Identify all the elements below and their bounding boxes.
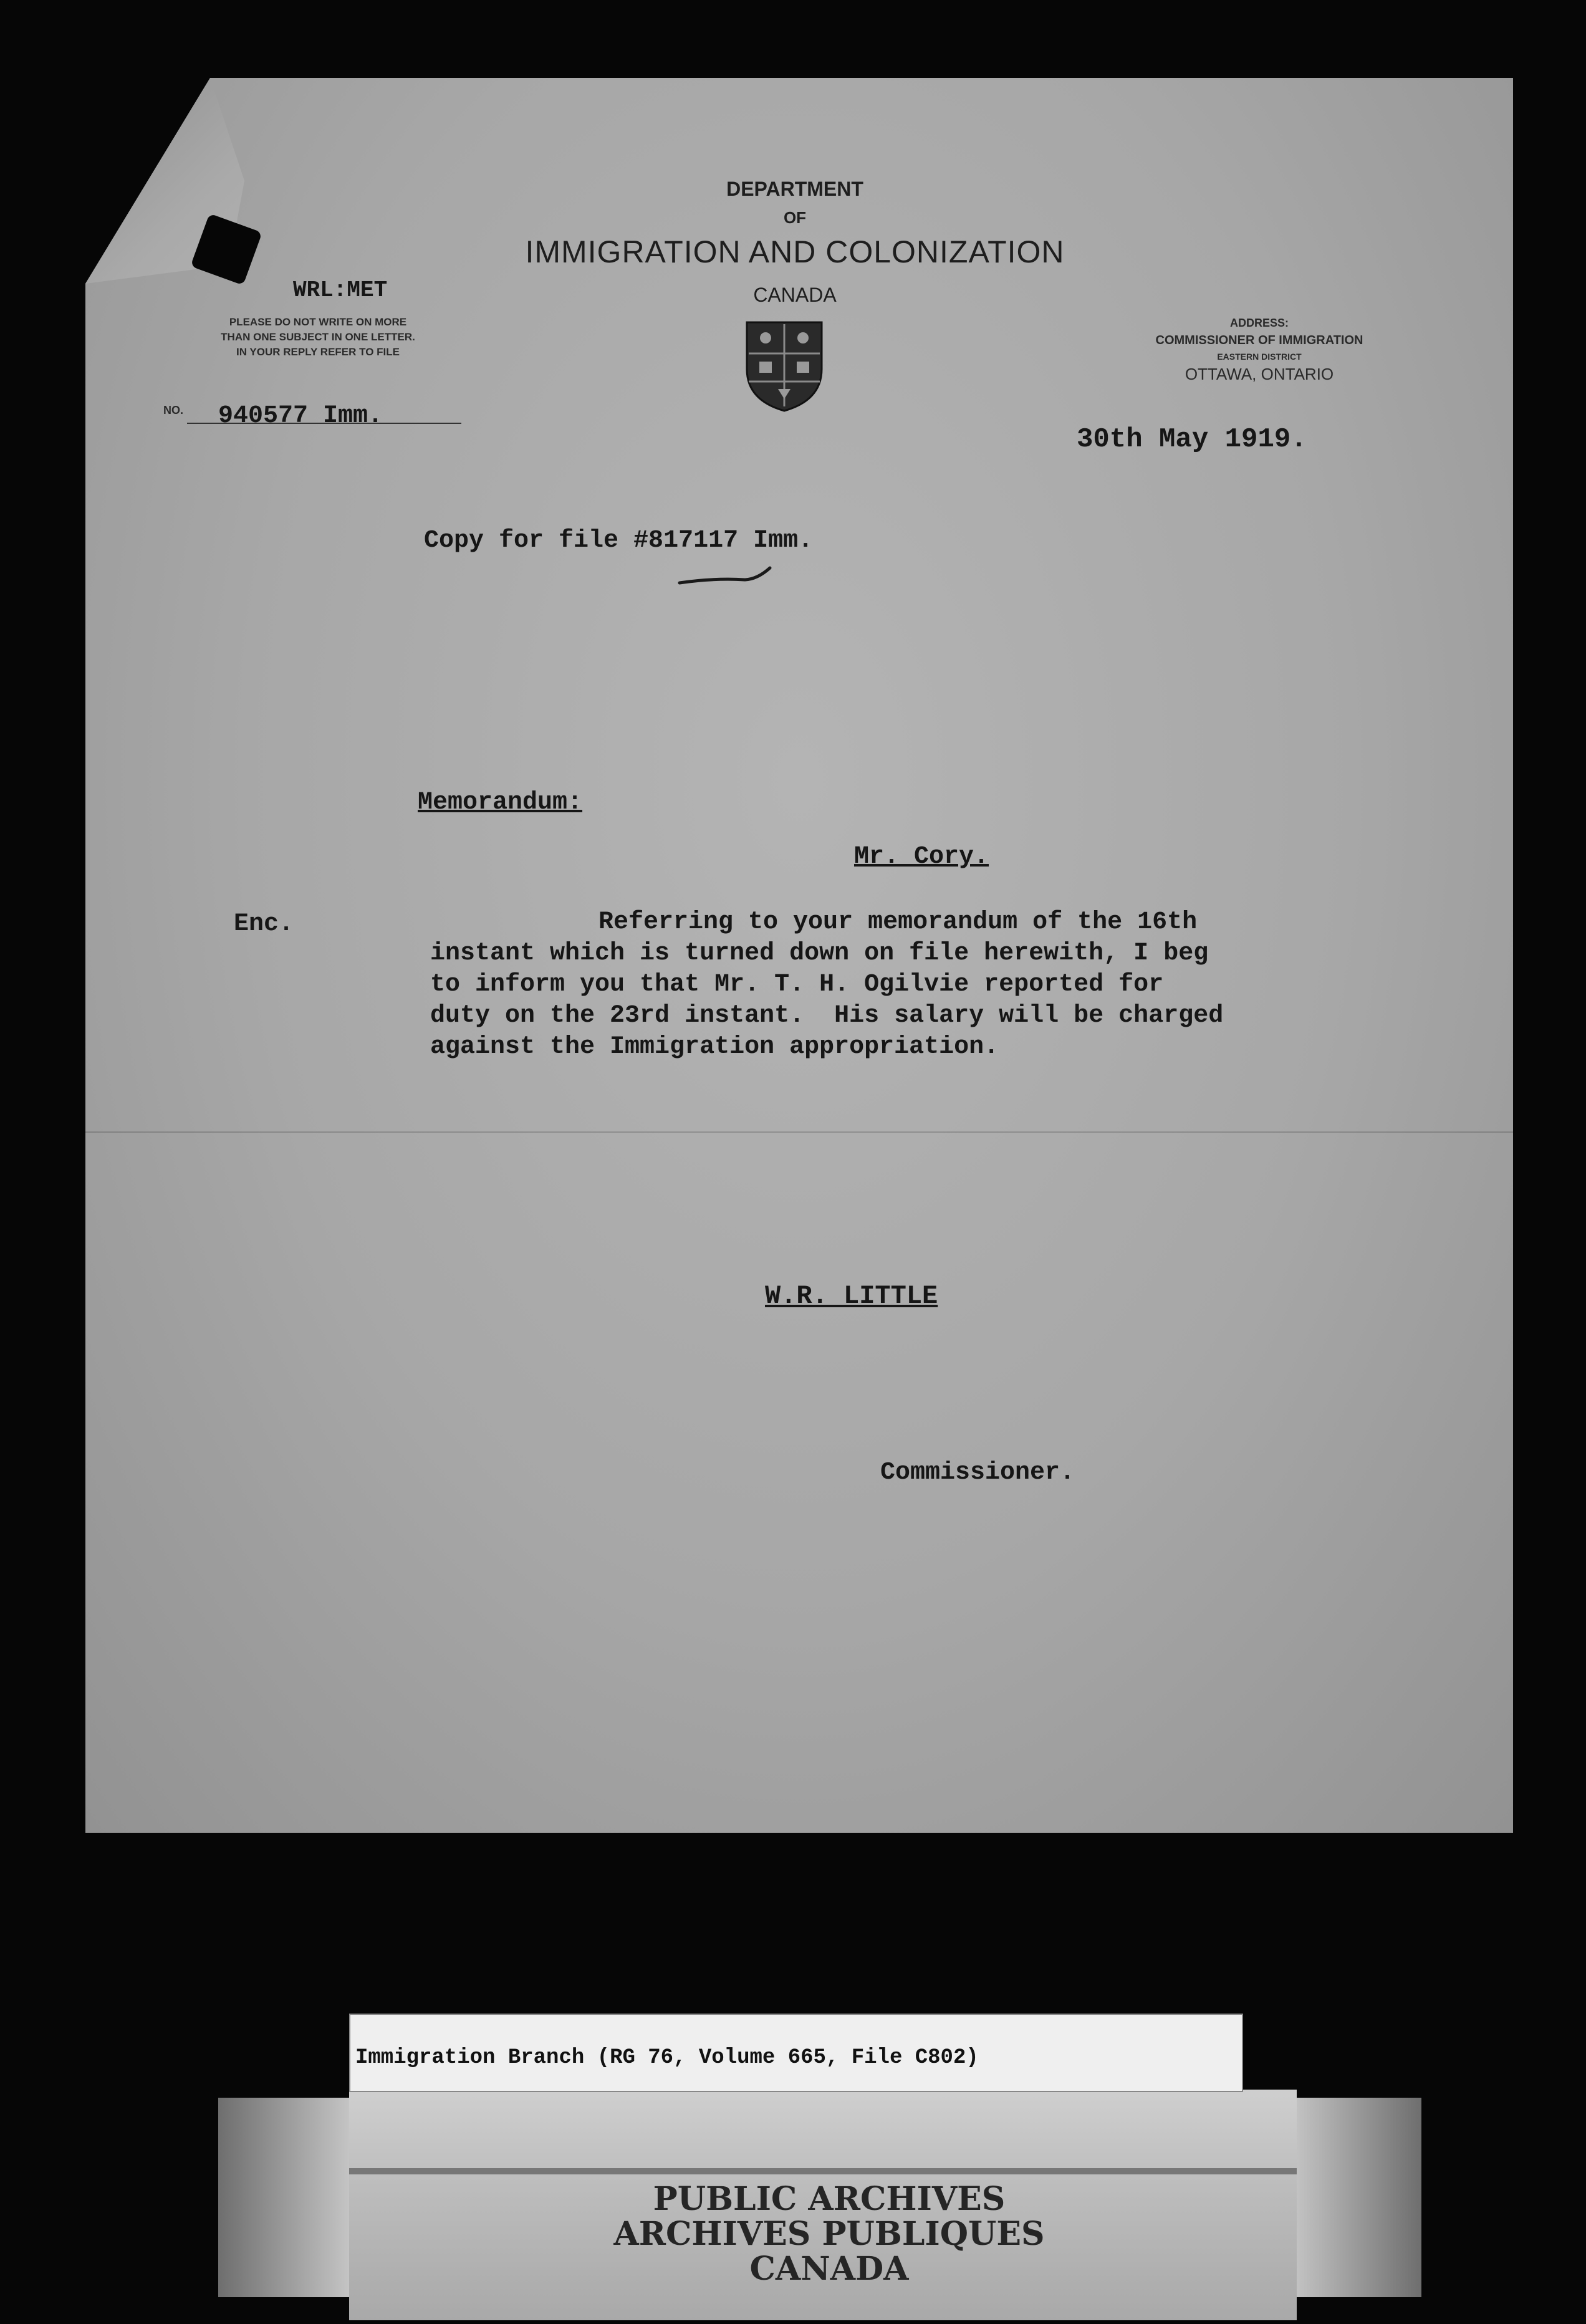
file-number-label: NO. (163, 404, 184, 416)
letterhead-country: CANADA (753, 284, 837, 306)
address-label: ADDRESS: (1229, 317, 1289, 329)
memo-heading: Memorandum: (418, 789, 583, 817)
archive-stamp-edge-right (1294, 2098, 1421, 2297)
archive-stamp-band (349, 2168, 1297, 2174)
body-line: Referring to your memorandum of the 16th (598, 908, 1198, 936)
body-line: against the Immigration appropriation. (430, 1033, 999, 1061)
enclosure-note: Enc. (234, 910, 294, 938)
archive-stamp (586, 2182, 1072, 2287)
instruction-line: PLEASE DO NOT WRITE ON MORE (229, 316, 407, 328)
body-line: duty on the 23rd instant. His salary will be charged (430, 1002, 1224, 1030)
letterhead-title: IMMIGRATION AND COLONIZATION (525, 234, 1065, 269)
addressee: Mr. Cory. (854, 843, 989, 871)
address-office: COMMISSIONER OF IMMIGRATION (1155, 334, 1363, 347)
address-city: OTTAWA, ONTARIO (1185, 365, 1334, 383)
letter-date: 30th May 1919. (1077, 424, 1307, 455)
instruction-line: IN YOUR REPLY REFER TO FILE (236, 346, 400, 358)
file-number: 940577 Imm. (218, 402, 383, 430)
letterhead-of: OF (783, 208, 807, 227)
body-line: to inform you that Mr. T. H. Ogilvie reported for (430, 971, 1164, 999)
copy-note: Copy for file #817117 Imm. (424, 527, 814, 555)
file-instructions (156, 315, 480, 360)
pen-underline-mark (676, 564, 776, 589)
coat-of-arms-icon (744, 319, 825, 413)
address-district: EASTERN DISTRICT (1217, 352, 1302, 362)
letterhead-department: DEPARTMENT (726, 178, 863, 200)
memo-body (430, 907, 1223, 1063)
body-line: instant which is turned down on file herewith, I beg (430, 939, 1209, 968)
archive-stamp-edge-left (218, 2098, 349, 2297)
paper-fold-line (85, 1131, 1513, 1133)
archive-reference: Immigration Branch (RG 76, Volume 665, File C802) (355, 2046, 979, 2070)
stamp-line: PUBLIC ARCHIVES (653, 2180, 1006, 2218)
return-address (1103, 315, 1415, 385)
signature: W.R. LITTLE (765, 1281, 938, 1311)
stamp-line: ARCHIVES PUBLIQUES (613, 2215, 1045, 2253)
reference-initials: WRL:MET (293, 277, 388, 303)
stamp-line: CANADA (749, 2250, 909, 2288)
signatory-title: Commissioner. (880, 1459, 1075, 1487)
instruction-line: THAN ONE SUBJECT IN ONE LETTER. (221, 331, 415, 343)
